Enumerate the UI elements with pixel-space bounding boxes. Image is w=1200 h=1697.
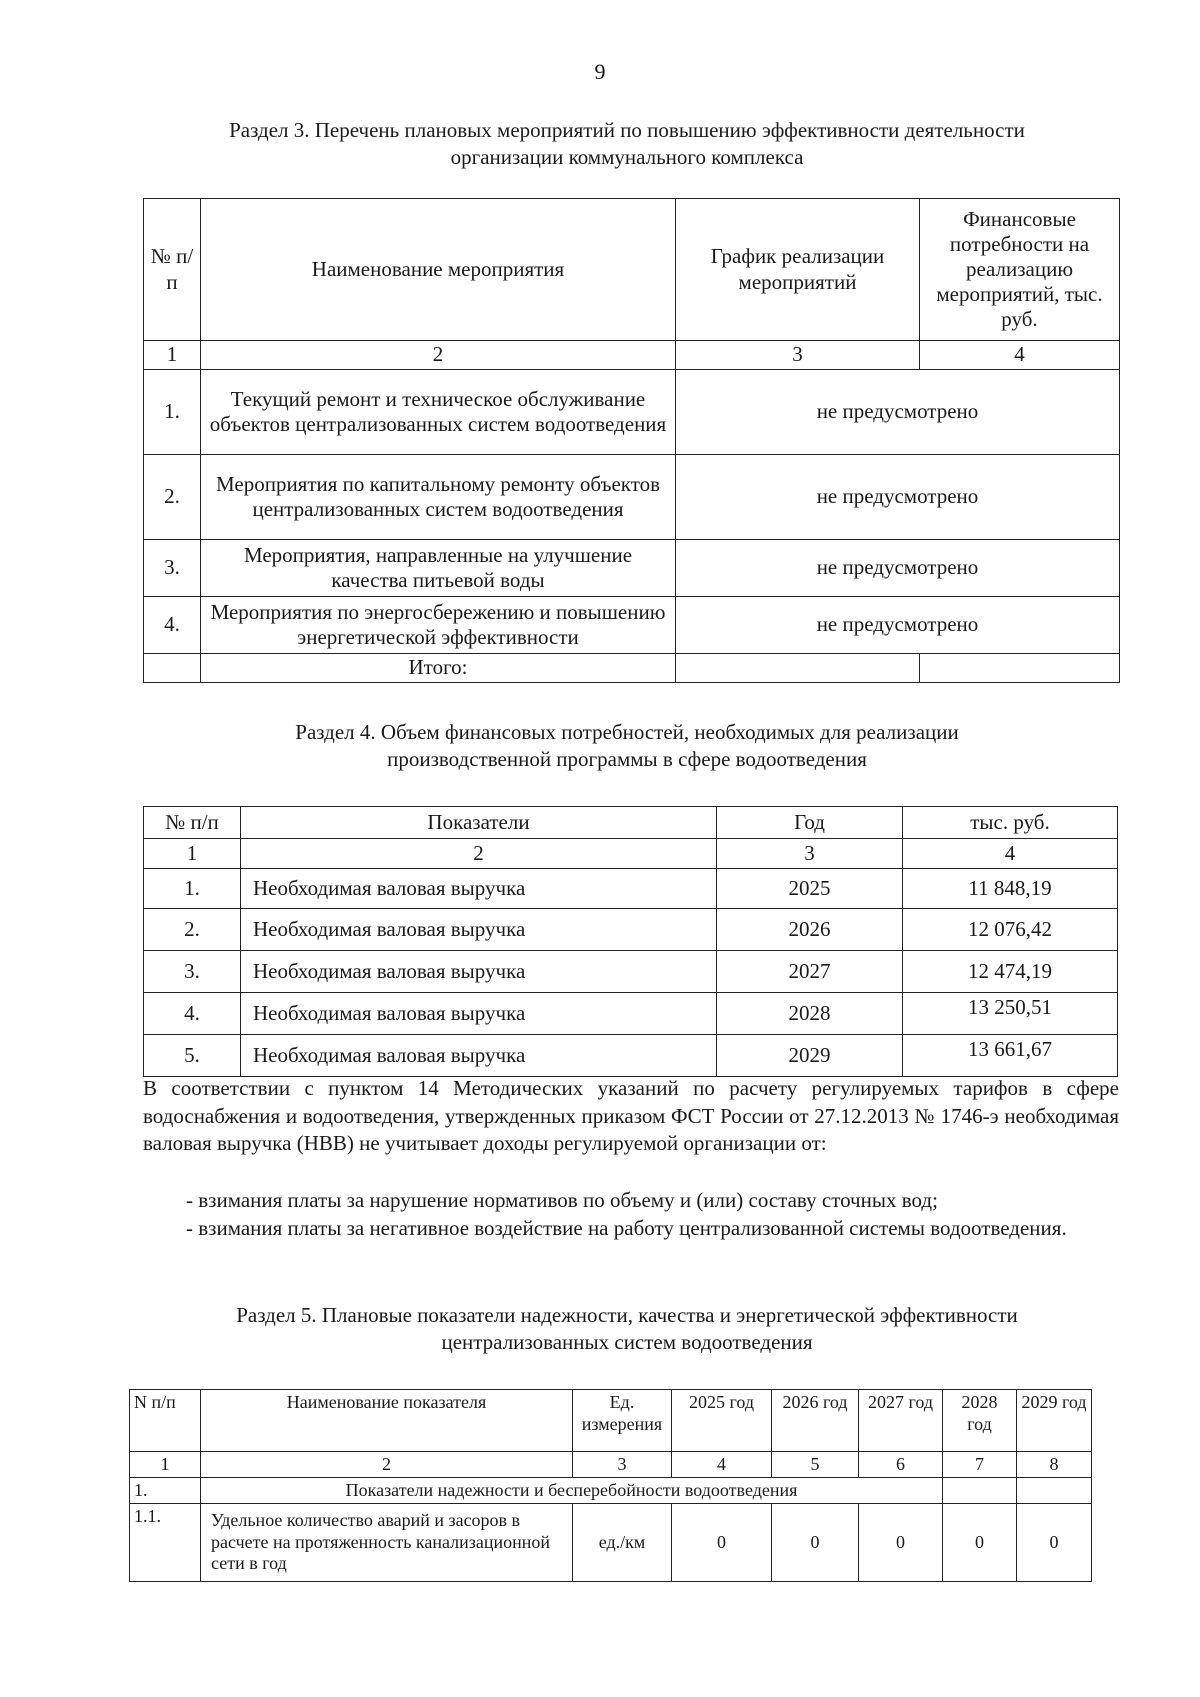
row-amount: 12 474,19 xyxy=(903,951,1118,993)
row-unit: ед./км xyxy=(573,1504,672,1582)
col-number: 4 xyxy=(920,341,1120,370)
col-number: 3 xyxy=(573,1452,672,1478)
row-num: 2. xyxy=(144,909,241,951)
row-name: Удельное количество аварий и засоров в расчете на протяженность канализационной сети в год xyxy=(201,1504,573,1582)
col-number: 2 xyxy=(201,341,676,370)
header-schedule: График реализации мероприятий xyxy=(676,199,920,341)
section3-title-line2: организации коммунального комплекса xyxy=(450,145,804,170)
section4-table xyxy=(143,806,1118,1077)
hvv-bullet-2: - взимания платы за негативное воздействие на работу централизованной системы водоотведения. xyxy=(186,1216,1067,1240)
row-indicator: Необходимая валовая выручка xyxy=(241,869,717,909)
col-number: 3 xyxy=(717,839,903,869)
row-indicator: Необходимая валовая выручка xyxy=(241,993,717,1035)
section4-title-line2: производственной программы в сфере водоотведения xyxy=(387,747,867,772)
table-row xyxy=(144,993,1118,1035)
section3-title-line1: Раздел 3. Перечень плановых мероприятий по повышению эффективности деятельности xyxy=(229,118,1025,142)
table-row xyxy=(144,1035,1118,1077)
row-year: 2025 xyxy=(717,869,903,909)
row-num: 4. xyxy=(144,993,241,1035)
row-num: 1. xyxy=(144,370,201,455)
hvv-bullet-1: - взимания платы за нарушение нормативов по объему и (или) составу сточных вод; xyxy=(186,1188,938,1212)
row-amount: 11 848,19 xyxy=(903,869,1118,909)
table-row xyxy=(130,1504,1092,1582)
row-num: 5. xyxy=(144,1035,241,1077)
col-number: 8 xyxy=(1017,1452,1092,1478)
row-value-2028: 0 xyxy=(943,1504,1017,1582)
row-indicator: Необходимая валовая выручка xyxy=(241,909,717,951)
table-header-row xyxy=(144,199,1120,341)
section3-title xyxy=(0,117,1200,172)
header-year-2027: 2027 год xyxy=(859,1390,943,1452)
section5-table xyxy=(129,1389,1092,1582)
row-num: 1. xyxy=(144,869,241,909)
row-value-2025: 0 xyxy=(672,1504,772,1582)
header-year-2028: 2028 год xyxy=(943,1390,1017,1452)
table-row xyxy=(144,455,1120,540)
column-number-row xyxy=(130,1452,1092,1478)
header-indicator: Показатели xyxy=(241,807,717,839)
header-year-2026: 2026 год xyxy=(772,1390,859,1452)
row-indicator: Необходимая валовая выручка xyxy=(241,1035,717,1077)
table-row xyxy=(144,869,1118,909)
row-value: не предусмотрено xyxy=(676,455,1120,540)
row-value-2029: 0 xyxy=(1017,1504,1092,1582)
column-number-row xyxy=(144,341,1120,370)
group-empty-cell xyxy=(1017,1478,1092,1504)
row-name: Текущий ремонт и техническое обслуживание объектов централизованных систем водоотведения xyxy=(201,370,676,455)
section5-title-line1: Раздел 5. Плановые показатели надежности, качества и энергетической эффективности xyxy=(236,1303,1018,1327)
table-row xyxy=(144,370,1120,455)
header-amount: тыс. руб. xyxy=(903,807,1118,839)
section5-title xyxy=(0,1302,1200,1357)
table-row xyxy=(144,909,1118,951)
total-empty-cell xyxy=(920,654,1120,683)
col-number: 5 xyxy=(772,1452,859,1478)
header-name: Наименование показателя xyxy=(201,1390,573,1452)
table-row xyxy=(144,540,1120,597)
col-number: 1 xyxy=(144,341,201,370)
header-unit: Ед. измерения xyxy=(573,1390,672,1452)
col-number: 3 xyxy=(676,341,920,370)
column-number-row xyxy=(144,839,1118,869)
row-year: 2026 xyxy=(717,909,903,951)
group-num: 1. xyxy=(130,1478,201,1504)
row-value-2027: 0 xyxy=(859,1504,943,1582)
row-name: Мероприятия по энергосбережению и повышению энергетической эффективности xyxy=(201,597,676,654)
header-finance: Финансовые потребности на реализацию мероприятий, тыс. руб. xyxy=(920,199,1120,341)
page-number: 9 xyxy=(594,59,606,84)
section4-title-line1: Раздел 4. Объем финансовых потребностей, необходимых для реализации xyxy=(295,720,959,744)
col-number: 1 xyxy=(130,1452,201,1478)
col-number: 2 xyxy=(241,839,717,869)
row-value: не предусмотрено xyxy=(676,597,1120,654)
header-year-2025: 2025 год xyxy=(672,1390,772,1452)
row-name: Мероприятия по капитальному ремонту объектов централизованных систем водоотведения xyxy=(201,455,676,540)
row-year: 2029 xyxy=(717,1035,903,1077)
row-value-2026: 0 xyxy=(772,1504,859,1582)
hvv-paragraph: В соответствии с пунктом 14 Методических указаний по расчету регулируемых тарифов в сфере водоснабжения и водоотведения, утвержденных приказом ФСТ России от 27.12.2013 № 1746-э необходимая валовая выручка (НВВ) не учитывает доходы регулируемой организации от: xyxy=(143,1076,1119,1156)
total-empty-cell xyxy=(676,654,920,683)
table-header-row xyxy=(130,1390,1092,1452)
col-number: 1 xyxy=(144,839,241,869)
group-empty-cell xyxy=(943,1478,1017,1504)
total-empty-cell xyxy=(144,654,201,683)
header-year-2029: 2029 год xyxy=(1017,1390,1092,1452)
header-name: Наименование мероприятия xyxy=(201,199,676,341)
col-number: 2 xyxy=(201,1452,573,1478)
group-title: Показатели надежности и бесперебойности водоотведения xyxy=(201,1478,943,1504)
row-value: не предусмотрено xyxy=(676,540,1120,597)
row-name: Мероприятия, направленные на улучшение качества питьевой воды xyxy=(201,540,676,597)
row-value: не предусмотрено xyxy=(676,370,1120,455)
section4-title xyxy=(0,719,1200,774)
row-amount: 13 661,67 xyxy=(903,1035,1118,1077)
section3-table xyxy=(143,198,1120,683)
header-num: N п/п xyxy=(130,1390,201,1452)
row-num: 3. xyxy=(144,951,241,993)
table-header-row xyxy=(144,807,1118,839)
col-number: 7 xyxy=(943,1452,1017,1478)
total-row xyxy=(144,654,1120,683)
row-year: 2027 xyxy=(717,951,903,993)
total-label: Итого: xyxy=(201,654,676,683)
col-number: 6 xyxy=(859,1452,943,1478)
row-indicator: Необходимая валовая выручка xyxy=(241,951,717,993)
row-num: 3. xyxy=(144,540,201,597)
row-year: 2028 xyxy=(717,993,903,1035)
table-row xyxy=(144,597,1120,654)
section5-title-line2: централизованных систем водоотведения xyxy=(441,1330,813,1355)
col-number: 4 xyxy=(672,1452,772,1478)
row-num: 2. xyxy=(144,455,201,540)
col-number: 4 xyxy=(903,839,1118,869)
row-amount: 13 250,51 xyxy=(903,993,1118,1035)
header-num: № п/п xyxy=(144,199,201,341)
header-year: Год xyxy=(717,807,903,839)
row-amount: 12 076,42 xyxy=(903,909,1118,951)
row-num: 4. xyxy=(144,597,201,654)
row-num: 1.1. xyxy=(130,1504,201,1582)
header-num: № п/п xyxy=(144,807,241,839)
group-row xyxy=(130,1478,1092,1504)
table-row xyxy=(144,951,1118,993)
